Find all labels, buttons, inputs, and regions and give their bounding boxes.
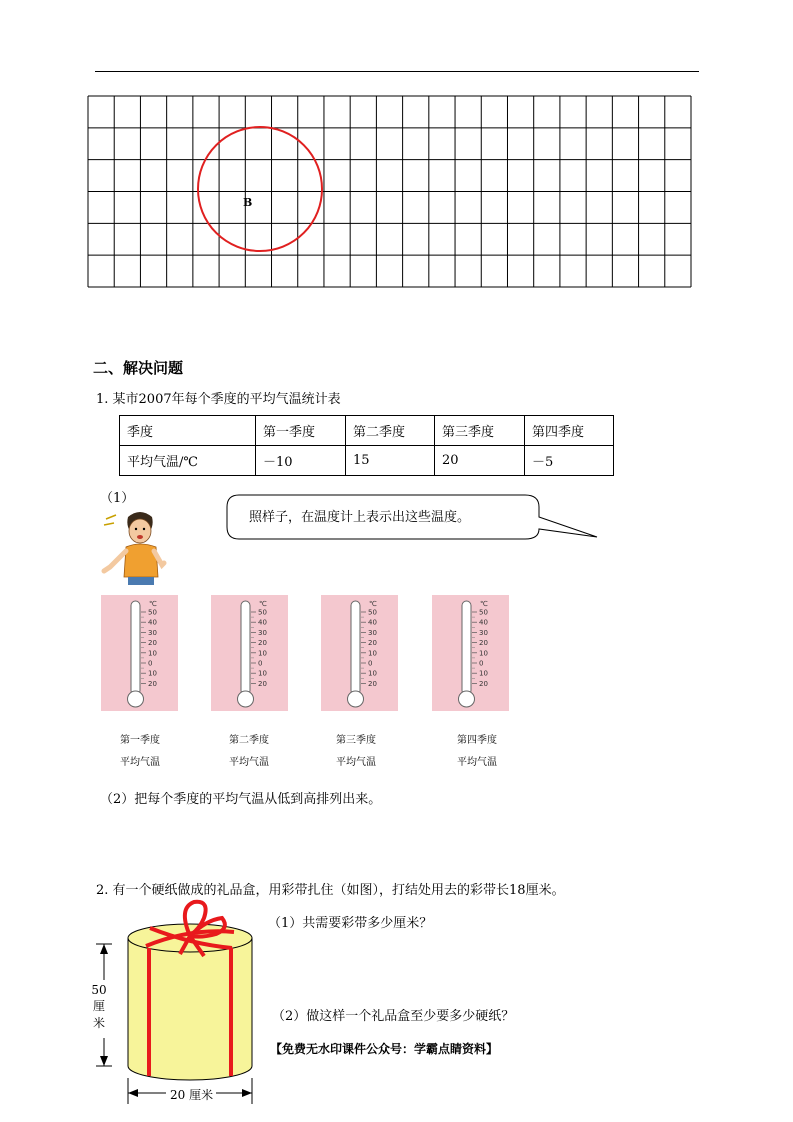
thermometer-q3 xyxy=(321,595,398,711)
circle-b xyxy=(198,127,322,251)
part1-label: （1） xyxy=(100,491,135,506)
thermometer-tick-label: 10 xyxy=(368,669,377,678)
table-header-cell: 第二季度 xyxy=(346,416,435,446)
thermometer-q2 xyxy=(211,595,288,711)
caption-q1 xyxy=(105,730,175,774)
table-header-cell: 季度 xyxy=(120,416,256,446)
table-header-cell: 第一季度 xyxy=(256,416,346,446)
thermometer-tick-label: 20 xyxy=(479,679,488,688)
boy-illustration xyxy=(100,505,170,587)
thermometer-tick-label: 30 xyxy=(479,628,488,637)
thermometer-neck xyxy=(133,693,138,699)
thermometer-tick-label: 30 xyxy=(368,628,377,637)
thermometer-tick-label: 50 xyxy=(368,608,377,617)
table-row-label: 平均气温/℃ xyxy=(120,446,256,476)
diameter-label: 20 厘米 xyxy=(170,1088,214,1102)
thermometer-tick-label: 40 xyxy=(479,618,488,627)
table-row xyxy=(120,416,614,446)
source-note: 【免费无水印课件公众号：学霸点睛资料】 xyxy=(270,1042,499,1056)
q1-part2: （2）把每个季度的平均气温从低到高排列出来。 xyxy=(100,792,382,807)
height-value: 50 xyxy=(91,983,107,997)
thermometer-unit: ℃ xyxy=(259,600,267,608)
thermometer-tube xyxy=(241,601,250,695)
thermometer-tick-label: 10 xyxy=(479,649,488,658)
thermometer-unit: ℃ xyxy=(149,600,157,608)
thermometer-tick-label: 40 xyxy=(148,618,157,627)
thermometer-tick-label: 0 xyxy=(258,659,263,668)
thermometer-q1 xyxy=(101,595,178,711)
table-cell: 15 xyxy=(346,446,435,476)
q2-part1: （1）共需要彩带多少厘米？ xyxy=(268,916,433,931)
caption-line: 第三季度 xyxy=(336,735,376,746)
height-label xyxy=(91,983,107,1031)
thermometer-tick-label: 10 xyxy=(258,669,267,678)
q2-part2: （2）做这样一个礼品盒至少要多少硬纸？ xyxy=(272,1009,515,1024)
caption-line: 平均气温 xyxy=(229,757,269,768)
caption-q2 xyxy=(214,730,284,774)
thermometer-tick-label: 20 xyxy=(368,679,377,688)
grid-diagram xyxy=(0,0,793,300)
thermometer-tick-label: 20 xyxy=(258,679,267,688)
thermometer-tick-label: 50 xyxy=(258,608,267,617)
thermometer-tube xyxy=(462,601,471,695)
caption-line: 第一季度 xyxy=(120,735,160,746)
thermometer-tick-label: 10 xyxy=(258,649,267,658)
table-row xyxy=(120,446,614,476)
thermometer-tick-label: 40 xyxy=(258,618,267,627)
thermometer-tick-label: 50 xyxy=(148,608,157,617)
thermometer-tick-label: 20 xyxy=(258,639,267,648)
caption-line: 第二季度 xyxy=(229,735,269,746)
table-header-cell: 第四季度 xyxy=(525,416,614,446)
temperature-table xyxy=(119,415,614,476)
thermometer-neck xyxy=(464,693,469,699)
thermometer-tube xyxy=(351,601,360,695)
thermometer-tick-label: 20 xyxy=(368,639,377,648)
thermometer-neck xyxy=(243,693,248,699)
thermometer-tick-label: 0 xyxy=(479,659,484,668)
thermometer-tick-label: 0 xyxy=(148,659,153,668)
section-title: 二、解决问题 xyxy=(93,359,184,377)
thermometer-tick-label: 10 xyxy=(479,669,488,678)
thermometer-tick-label: 40 xyxy=(368,618,377,627)
thermometer-tick-label: 10 xyxy=(148,649,157,658)
table-cell: －10 xyxy=(256,446,346,476)
q1-text: 1. 某市2007年每个季度的平均气温统计表 xyxy=(96,392,341,407)
table-cell: －5 xyxy=(525,446,614,476)
thermometer-tick-label: 30 xyxy=(148,628,157,637)
thermometer-tick-label: 30 xyxy=(258,628,267,637)
caption-line: 平均气温 xyxy=(336,757,376,768)
bubble-text: 照样子，在温度计上表示出这些温度。 xyxy=(249,510,471,525)
grid-lines xyxy=(88,96,691,287)
thermometer-unit: ℃ xyxy=(480,600,488,608)
caption-line: 第四季度 xyxy=(457,735,497,746)
caption-line: 平均气温 xyxy=(120,757,160,768)
height-unit-1: 厘 xyxy=(92,999,105,1013)
thermometer-tick-label: 10 xyxy=(148,669,157,678)
thermometer-unit: ℃ xyxy=(369,600,377,608)
gift-box-illustration xyxy=(88,898,268,1110)
thermometer-tick-label: 20 xyxy=(148,679,157,688)
caption-q3 xyxy=(321,730,391,774)
table-header-cell: 第三季度 xyxy=(435,416,525,446)
point-b-label: B xyxy=(243,196,253,209)
thermometer-q4 xyxy=(432,595,509,711)
thermometer-neck xyxy=(353,693,358,699)
table-cell: 20 xyxy=(435,446,525,476)
thermometer-tube xyxy=(131,601,140,695)
height-unit-2: 米 xyxy=(92,1016,105,1030)
caption-q4 xyxy=(442,730,512,774)
thermometer-tick-label: 0 xyxy=(368,659,373,668)
q2-text: 2. 有一个硬纸做成的礼品盒，用彩带扎住（如图），打结处用去的彩带长18厘米。 xyxy=(96,883,565,898)
thermometer-tick-label: 50 xyxy=(479,608,488,617)
thermometer-tick-label: 20 xyxy=(148,639,157,648)
thermometer-tick-label: 20 xyxy=(479,639,488,648)
caption-line: 平均气温 xyxy=(457,757,497,768)
thermometer-tick-label: 10 xyxy=(368,649,377,658)
